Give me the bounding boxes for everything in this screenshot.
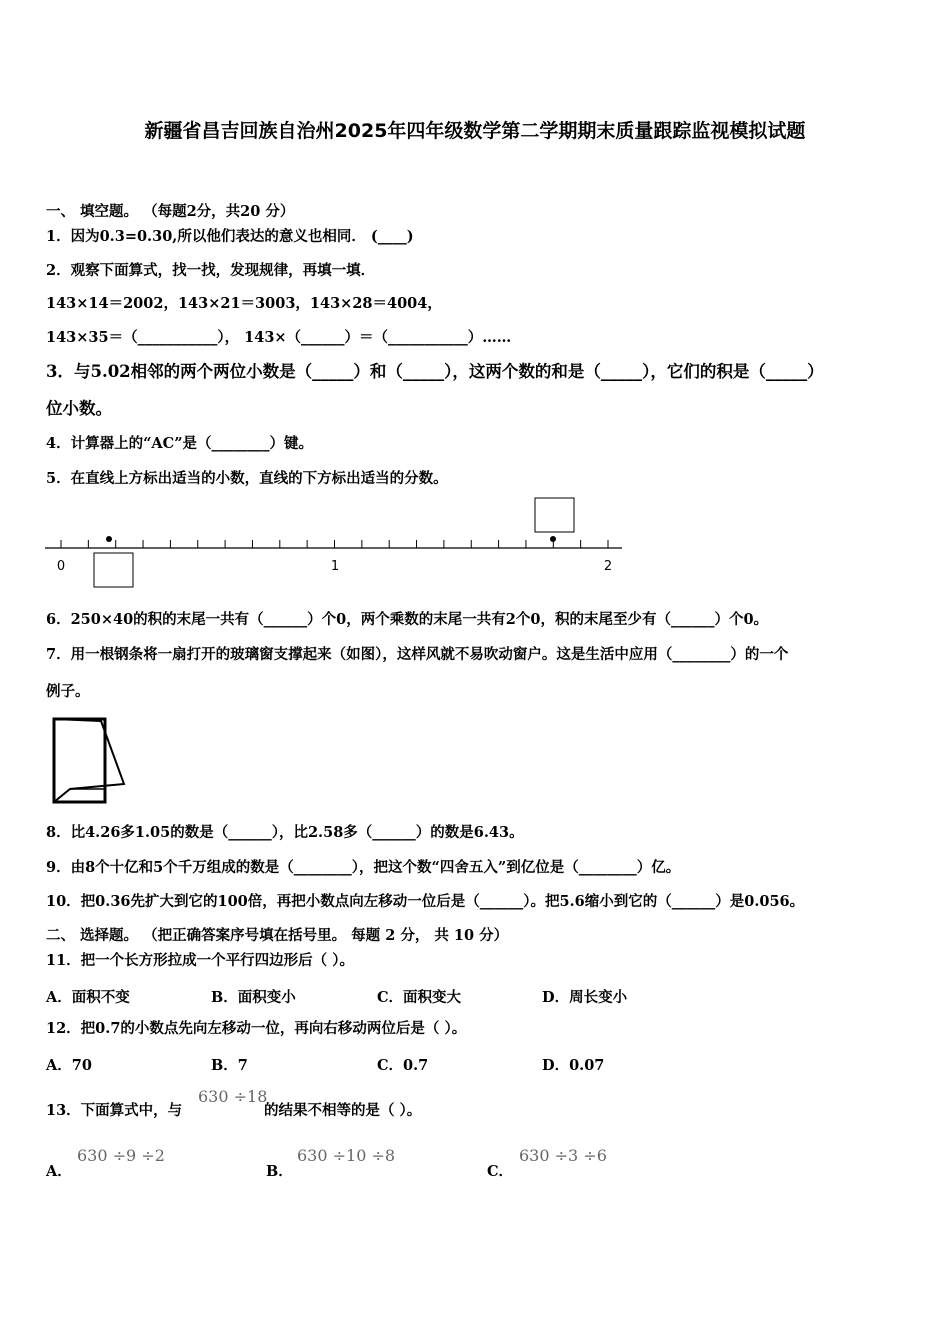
number-line-top-answer-box — [535, 498, 574, 532]
number-line-label-0: 0 — [56, 559, 66, 574]
number-line-point-right — [550, 536, 556, 542]
question-2-text: 2．观察下面算式，找一找，发现规律，再填一填． — [46, 262, 376, 279]
question-12: 12．把0.7的小数点先向左移动一位，再向右移动两位后是（ ）。 — [46, 1020, 467, 1037]
question-4: 4．计算器上的“AC”是（________）键。 — [46, 435, 314, 452]
q12-option-b: B．7 — [211, 1057, 248, 1074]
number-line-label-1: 1 — [330, 559, 340, 574]
q13-option-c-expr: 630 ÷3 ÷6 — [519, 1146, 607, 1165]
question-2-pattern: 143×14＝2002，143×21＝3003，143×28＝4004， — [46, 295, 442, 312]
question-10: 10．把0.36先扩大到它的100倍，再把小数点向左移动一位后是（______）。把5.6缩小到它的（______）是0.056。 — [46, 893, 805, 910]
q13-option-c-label: C． — [487, 1163, 514, 1180]
question-13-prefix: 13．下面算式中，与 — [46, 1102, 183, 1119]
q13-expression: 630 ÷18 — [198, 1087, 268, 1106]
q13-option-b-label: B． — [266, 1163, 293, 1180]
q13-option-a-label: A． — [46, 1163, 72, 1180]
section-2-heading: 二、 选择题。 （把正确答案序号填在括号里。 每题 2 分， 共 10 分） — [46, 927, 509, 944]
q13-option-a-expr: 630 ÷9 ÷2 — [77, 1146, 165, 1165]
question-2-blanks: 143×35＝（___________）， 143×（______）＝（___________）…… — [46, 329, 512, 346]
number-line-point-left — [106, 536, 112, 542]
question-1: 1．因为0.3=0.30,所以他们表达的意义也相同． (____) — [46, 228, 414, 245]
q11-option-d: D．周长变小 — [542, 989, 628, 1006]
question-13-suffix: 的结果不相等的是（ ）。 — [264, 1102, 422, 1119]
question-3: 3．与5.02相邻的两个两位小数是（_____）和（_____），这两个数的和是（_____），它们的积是（_____） — [46, 362, 824, 381]
section-1-heading: 一、 填空题。 （每题2分，共20 分） — [46, 203, 295, 220]
page-title: 新疆省昌吉回族自治州2025年四年级数学第二学期期末质量跟踪监视模拟试题 — [144, 120, 806, 142]
question-11: 11．把一个长方形拉成一个平行四边形后（ ）。 — [46, 952, 354, 969]
q12-option-c: C．0.7 — [377, 1057, 429, 1074]
q11-option-b: B．面积变小 — [211, 989, 296, 1006]
question-6: 6．250×40的积的末尾一共有（______）个0，两个乘数的末尾一共有2个0，积的末尾至少有（______）个0。 — [46, 611, 769, 628]
number-line-figure — [40, 495, 630, 595]
q11-option-a: A．面积不变 — [46, 989, 130, 1006]
window-support-figure — [48, 714, 128, 809]
question-7: 7．用一根钢条将一扇打开的玻璃窗支撑起来（如图），这样风就不易吹动窗户。这是生活中应用（________）的一个 — [46, 646, 789, 663]
q11-option-c: C．面积变大 — [377, 989, 462, 1006]
question-3-cont: 位小数。 — [46, 399, 112, 418]
question-7-cont: 例子。 — [46, 683, 90, 700]
question-9: 9．由8个十亿和5个千万组成的数是（________），把这个数“四舍五入”到亿位是（________）亿。 — [46, 859, 681, 876]
q12-option-d: D．0.07 — [542, 1057, 605, 1074]
q13-option-b-expr: 630 ÷10 ÷8 — [297, 1146, 396, 1165]
question-8: 8．比4.26多1.05的数是（______），比2.58多（______）的数是6.43。 — [46, 824, 524, 841]
number-line-ticks — [61, 540, 608, 548]
question-5: 5．在直线上方标出适当的小数，直线的下方标出适当的分数。 — [46, 470, 448, 487]
number-line-label-2: 2 — [603, 559, 613, 574]
q12-option-a: A．70 — [46, 1057, 92, 1074]
number-line-bottom-answer-box — [94, 553, 133, 587]
